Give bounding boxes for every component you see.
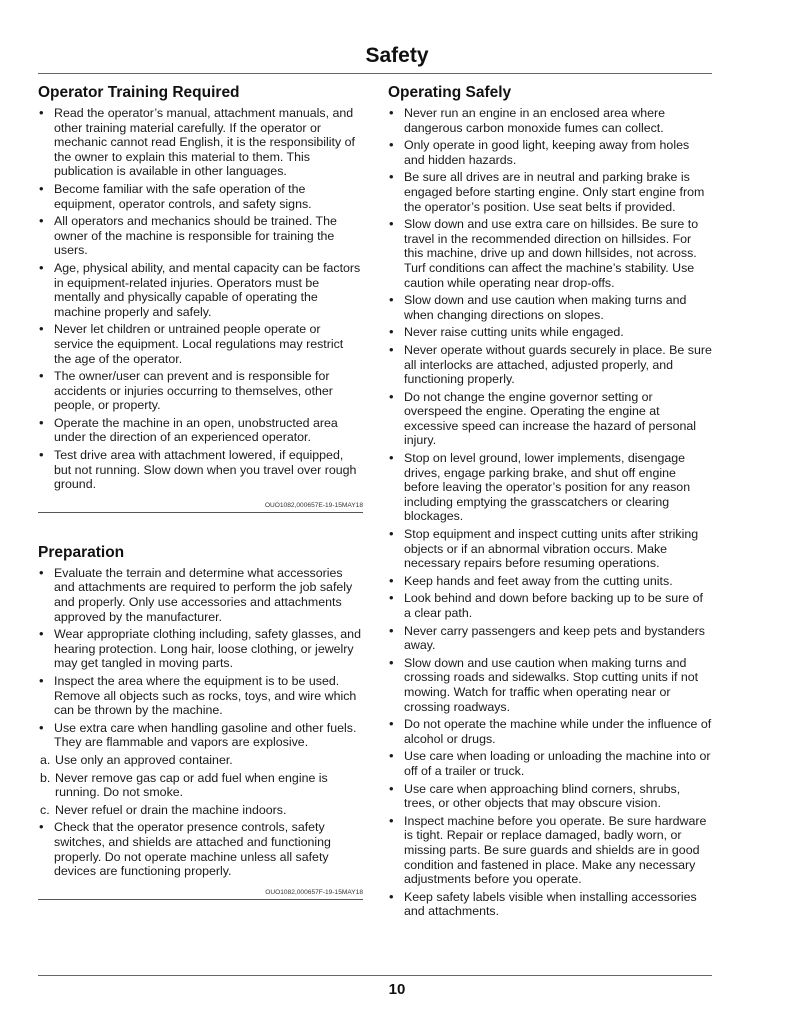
sub-list-item xyxy=(38,803,363,818)
list-item: • Never raise cutting units while engaged. xyxy=(388,325,713,340)
list-item: • Never carry passengers and keep pets and bystanders away. xyxy=(388,624,713,653)
sub-marker: b. xyxy=(40,770,51,785)
list-item: • Stop on level ground, lower implements, disengage drives, engage parking brake, and shut off engine before leaving the operator’s position for any reason including emptying the grasscatchers or clearing blockages. xyxy=(388,451,713,524)
sub-item-text: Never refuel or drain the machine indoors. xyxy=(55,802,287,817)
list-item: • Inspect machine before you operate. Be sure hardware is tight. Repair or replace damaged, badly worn, or missing parts. Be sure guards and shields are in good condition and fastened in place. Make any necessary adjustments before you operate. xyxy=(388,814,713,887)
preparation-section xyxy=(38,543,363,900)
operator-training-section xyxy=(38,83,363,513)
list-item: • Be sure all drives are in neutral and parking brake is engaged before starting engine. Only start engine from the operator’s position. Use seat belts if provided. xyxy=(388,170,713,214)
sub-list xyxy=(38,753,363,817)
list-item: • Age, physical ability, and mental capacity can be factors in equipment-related injuries. Operators must be mentally and physically capable of operating the machine properly and safely. xyxy=(38,261,363,319)
sub-marker: c. xyxy=(40,802,50,817)
section-heading: Operating Safely xyxy=(388,84,512,101)
reference-code: OUO1082,000657E-19-15MAY18 xyxy=(264,501,363,509)
list-item: • Test drive area with attachment lowered, if equipped, but not running. Slow down when you travel over rough ground. xyxy=(38,448,363,492)
list-item: • Become familiar with the safe operation of the equipment, operator controls, and safety signs. xyxy=(38,182,363,211)
list-item: • Evaluate the terrain and determine what accessories and attachments are required to perform the job safely and properly. Only use accessories and attachments approved by the manufacturer. xyxy=(38,566,363,624)
sub-marker: a. xyxy=(40,752,51,767)
list-item: • Operate the machine in an open, unobstructed area under the direction of an experienced operator. xyxy=(38,416,363,445)
list-item: • The owner/user can prevent and is responsible for accidents or injuries occurring to themselves, other people, or property. xyxy=(38,369,363,413)
list-item: • Keep hands and feet away from the cutting units. xyxy=(388,574,713,589)
sub-list-item xyxy=(38,771,363,800)
section-heading: Operator Training Required xyxy=(38,84,240,101)
footer-divider xyxy=(38,975,712,976)
left-column xyxy=(38,83,363,900)
list-item: • Check that the operator presence controls, safety switches, and shields are attached and functioning properly. Do not operate machine unless all safety devices are functioning properly. xyxy=(38,820,363,878)
bullet-list xyxy=(38,106,363,492)
right-column xyxy=(388,83,713,922)
operating-safely-section xyxy=(388,83,713,919)
list-item: • Use care when approaching blind corners, shrubs, trees, or other objects that may obscure vision. xyxy=(388,782,713,811)
list-item: • All operators and mechanics should be trained. The owner of the machine is responsible for training the users. xyxy=(38,214,363,258)
sub-item-text: Never remove gas cap or add fuel when engine is running. Do not smoke. xyxy=(55,770,328,800)
list-item: • Only operate in good light, keeping away from holes and hidden hazards. xyxy=(388,138,713,167)
bullet-list xyxy=(388,106,713,919)
bullet-list xyxy=(38,820,363,878)
list-item: • Read the operator’s manual, attachment manuals, and other training material carefully. If the operator or mechanic cannot read English, it is the responsibility of the owner to explain this material to them. This publication is available in other languages. xyxy=(38,106,363,179)
bullet-list xyxy=(38,566,363,750)
sub-item-text: Use only an approved container. xyxy=(55,752,233,767)
list-item: • Slow down and use extra care on hillsides. Be sure to travel in the recommended direction on hillsides. For this machine, drive up and down hillsides, not across. Turf conditions can affect the machine’s stability. Use caution while operating near drop-offs. xyxy=(388,217,713,290)
section-divider xyxy=(38,899,363,900)
sub-list-item xyxy=(38,753,363,768)
list-item: • Use care when loading or unloading the machine into or off of a trailer or truck. xyxy=(388,749,713,778)
page-number: 10 xyxy=(388,981,406,998)
reference-code: OUO1082,000657F-19-15MAY18 xyxy=(265,888,363,896)
list-item: • Slow down and use caution when making turns and crossing roads and sidewalks. Stop cutting units if not mowing. Watch for traffic when operating near or crossing roadways. xyxy=(388,656,713,714)
list-item: • Inspect the area where the equipment is to be used. Remove all objects such as rocks, toys, and wire which can be thrown by the machine. xyxy=(38,674,363,718)
list-item: • Slow down and use caution when making turns and when changing directions on slopes. xyxy=(388,293,713,322)
section-heading: Preparation xyxy=(38,543,125,561)
list-item: • Look behind and down before backing up to be sure of a clear path. xyxy=(388,591,713,620)
list-item: • Use extra care when handling gasoline and other fuels. They are flammable and vapors are explosive. xyxy=(38,721,363,750)
list-item: • Never run an engine in an enclosed area where dangerous carbon monoxide fumes can collect. xyxy=(388,106,713,135)
list-item: • Do not change the engine governor setting or overspeed the engine. Operating the engine at excessive speed can increase the hazard of personal injury. xyxy=(388,390,713,448)
list-item: • Stop equipment and inspect cutting units after striking objects or if an abnormal vibration occurs. Make necessary repairs before resuming operations. xyxy=(388,527,713,571)
title-divider xyxy=(38,73,712,74)
list-item: • Keep safety labels visible when installing accessories and attachments. xyxy=(388,890,713,919)
page-title: Safety xyxy=(365,44,429,67)
list-item: • Do not operate the machine while under the influence of alcohol or drugs. xyxy=(388,717,713,746)
list-item: • Wear appropriate clothing including, safety glasses, and hearing protection. Long hair, loose clothing, or jewelry may get tangled in moving parts. xyxy=(38,627,363,671)
list-item: • Never let children or untrained people operate or service the equipment. Local regulations may restrict the age of the operator. xyxy=(38,322,363,366)
list-item: • Never operate without guards securely in place. Be sure all interlocks are attached, adjusted properly, and functioning properly. xyxy=(388,343,713,387)
